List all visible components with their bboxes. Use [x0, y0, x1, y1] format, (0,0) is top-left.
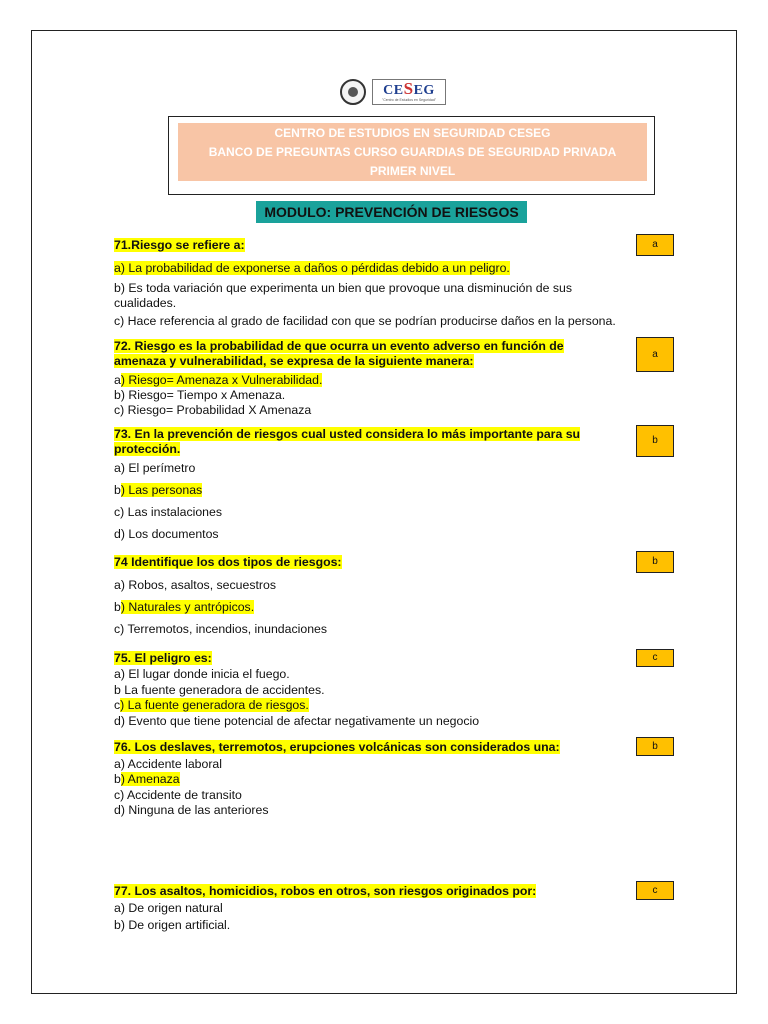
emblem-icon — [340, 79, 366, 105]
answer-box-72: a — [636, 337, 674, 372]
option-71-c: c) Hace referencia al grado de facilidad con que se podrían producirse daños en la persona. — [114, 314, 616, 328]
ceseg-logo — [340, 77, 452, 107]
option-76-b: b) Amenaza — [114, 772, 180, 786]
option-77-a: a) De origen natural — [114, 901, 223, 915]
title-banner — [178, 123, 647, 181]
option-75-c: c) La fuente generadora de riesgos. — [114, 698, 309, 712]
option-73-b: b) Las personas — [114, 483, 203, 497]
title-line-3: PRIMER NIVEL — [369, 163, 456, 178]
logo-wordmark: CESEG "Centro de Estudios en Seguridad" — [372, 79, 446, 105]
option-72-c: c) Riesgo= Probabilidad X Amenaza — [114, 403, 312, 417]
question-74: 74 Identifique los dos tipos de riesgos: — [114, 555, 342, 569]
answer-box-73: b — [636, 425, 674, 457]
option-76-d: d) Ninguna de las anteriores — [114, 803, 269, 817]
option-71-b: b) Es toda variación que experimenta un bien que provoque una disminución de sus cualidades. — [114, 281, 573, 310]
answer-box-71: a — [636, 234, 674, 256]
option-72-a: a) Riesgo= Amenaza x Vulnerabilidad. — [114, 373, 323, 387]
logo-tagline: "Centro de Estudios en Seguridad" — [381, 97, 437, 102]
question-77: 77. Los asaltos, homicidios, robos en otros, son riesgos originados por: — [114, 884, 537, 898]
module-heading: MODULO: PREVENCIÓN DE RIESGOS — [256, 201, 527, 223]
option-74-a: a) Robos, asaltos, secuestros — [114, 578, 276, 592]
title-line-1: CENTRO DE ESTUDIOS EN SEGURIDAD CESEG — [274, 125, 551, 140]
question-72: 72. Riesgo es la probabilidad de que ocurra un evento adverso en función de amenaza y vulnerabilidad, se expresa de la siguiente manera: — [114, 339, 564, 368]
option-74-c: c) Terremotos, incendios, inundaciones — [114, 622, 328, 636]
question-71: 71.Riesgo se refiere a: — [114, 238, 245, 252]
option-71-a: a) La probabilidad de exponerse a daños o pérdidas debido a un peligro. — [114, 261, 510, 275]
option-75-d: d) Evento que tiene potencial de afectar negativamente un negocio — [114, 714, 480, 728]
option-72-b: b) Riesgo= Tiempo x Amenaza. — [114, 388, 286, 402]
answer-box-75: c — [636, 649, 674, 667]
option-74-b: b) Naturales y antrópicos. — [114, 600, 255, 614]
answer-box-76: b — [636, 737, 674, 756]
option-73-c: c) Las instalaciones — [114, 505, 222, 519]
option-76-a: a) Accidente laboral — [114, 757, 223, 771]
option-75-a: a) El lugar donde inicia el fuego. — [114, 667, 290, 681]
answer-box-74: b — [636, 551, 674, 573]
question-75: 75. El peligro es: — [114, 651, 212, 665]
title-line-2: BANCO DE PREGUNTAS CURSO GUARDIAS DE SEGURIDAD PRIVADA — [208, 144, 617, 159]
option-77-b: b) De origen artificial. — [114, 918, 231, 932]
option-75-b: b La fuente generadora de accidentes. — [114, 683, 325, 697]
option-73-a: a) El perímetro — [114, 461, 196, 475]
option-76-c: c) Accidente de transito — [114, 788, 242, 802]
question-76: 76. Los deslaves, terremotos, erupciones volcánicas son considerados una: — [114, 740, 560, 754]
answer-box-77: c — [636, 881, 674, 900]
option-73-d: d) Los documentos — [114, 527, 219, 541]
question-73: 73. En la prevención de riesgos cual usted considera lo más importante para su protección. — [114, 427, 581, 456]
